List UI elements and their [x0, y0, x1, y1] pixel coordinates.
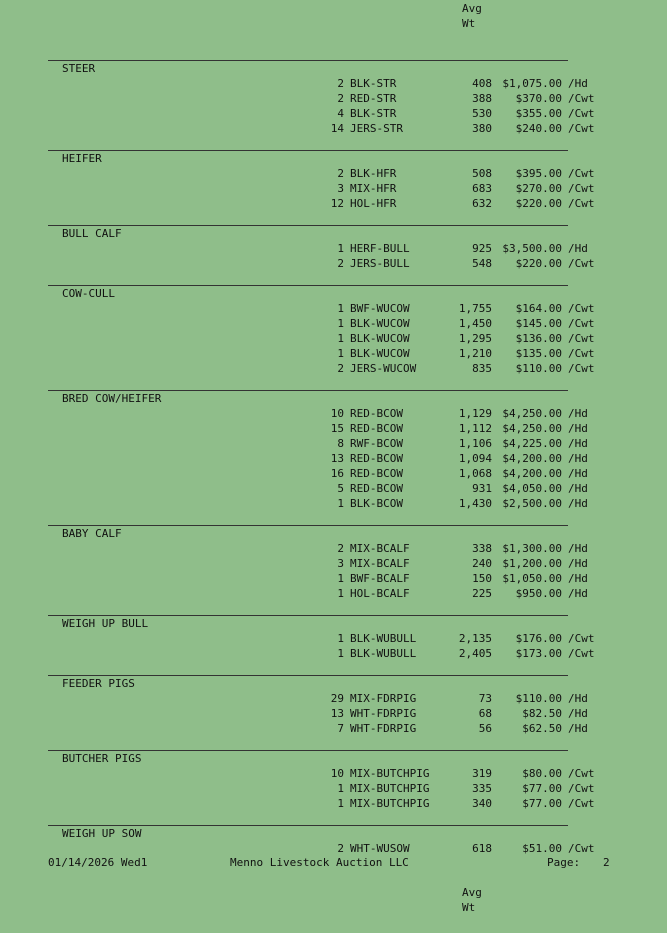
head-count: 29	[330, 692, 344, 705]
table-row	[300, 106, 600, 121]
avg-weight: 1,129	[458, 407, 492, 420]
head-count: 1	[337, 497, 344, 510]
price: $2,500.00	[502, 497, 562, 510]
animal-type: BLK-WUBULL	[350, 632, 417, 645]
price: $110.00	[515, 692, 562, 705]
table-row	[300, 76, 600, 91]
avg-weight: 1,295	[458, 332, 492, 345]
price: $51.00	[522, 842, 562, 855]
avg-weight: 408	[472, 77, 492, 90]
price: $135.00	[515, 347, 562, 360]
price: $370.00	[515, 92, 562, 105]
section-title: HEIFER	[62, 152, 102, 165]
price: $395.00	[515, 167, 562, 180]
avg-weight: 225	[472, 587, 492, 600]
head-count: 1	[337, 332, 344, 345]
price-unit: /Hd	[568, 692, 588, 705]
price: $355.00	[515, 107, 562, 120]
head-count: 16	[330, 467, 344, 480]
price: $4,225.00	[502, 437, 562, 450]
table-row	[300, 781, 600, 796]
price-unit: /Cwt	[568, 122, 595, 135]
head-count: 2	[337, 542, 344, 555]
price-unit: /Cwt	[568, 167, 595, 180]
price-unit: /Hd	[568, 482, 588, 495]
table-row	[300, 571, 600, 586]
price: $240.00	[515, 122, 562, 135]
avg-weight: 1,094	[458, 452, 492, 465]
avg-weight: 73	[478, 692, 492, 705]
table-row	[300, 301, 600, 316]
price-unit: /Hd	[568, 587, 588, 600]
table-row	[300, 406, 600, 421]
avg-weight: 240	[472, 557, 492, 570]
head-count: 1	[337, 587, 344, 600]
table-row	[300, 451, 600, 466]
section-divider	[48, 60, 568, 61]
section-title: STEER	[62, 62, 96, 75]
avg-weight: 68	[478, 707, 492, 720]
section-title: BABY CALF	[62, 527, 122, 540]
avg-weight: 388	[472, 92, 492, 105]
animal-type: HOL-HFR	[350, 197, 397, 210]
animal-type: JERS-STR	[350, 122, 403, 135]
animal-type: BLK-STR	[350, 107, 397, 120]
price: $220.00	[515, 197, 562, 210]
head-count: 2	[337, 362, 344, 375]
animal-type: WHT-FDRPIG	[350, 722, 417, 735]
next-wt-header: Wt	[462, 901, 476, 914]
animal-type: RED-BCOW	[350, 422, 403, 435]
animal-type: WHT-WUSOW	[350, 842, 410, 855]
animal-type: RED-BCOW	[350, 482, 403, 495]
head-count: 1	[337, 347, 344, 360]
table-row	[300, 361, 600, 376]
avg-weight: 380	[472, 122, 492, 135]
table-row	[300, 181, 600, 196]
price: $173.00	[515, 647, 562, 660]
price: $1,050.00	[502, 572, 562, 585]
price: $77.00	[522, 797, 562, 810]
price: $4,200.00	[502, 467, 562, 480]
section-title: BRED COW/HEIFER	[62, 392, 162, 405]
avg-weight: 1,210	[458, 347, 492, 360]
footer-page-label: Page:	[547, 856, 581, 869]
animal-type: BLK-STR	[350, 77, 397, 90]
animal-type: MIX-BUTCHPIG	[350, 782, 430, 795]
head-count: 2	[337, 842, 344, 855]
avg-weight: 1,112	[458, 422, 492, 435]
head-count: 15	[330, 422, 344, 435]
head-count: 1	[337, 797, 344, 810]
price-unit: /Hd	[568, 242, 588, 255]
price-unit: /Hd	[568, 707, 588, 720]
head-count: 13	[330, 707, 344, 720]
price: $1,200.00	[502, 557, 562, 570]
section-divider	[48, 150, 568, 151]
avg-weight: 319	[472, 767, 492, 780]
table-row	[300, 436, 600, 451]
price: $4,200.00	[502, 452, 562, 465]
table-row	[300, 556, 600, 571]
table-row	[300, 496, 600, 511]
section-divider	[48, 525, 568, 526]
price: $77.00	[522, 782, 562, 795]
price-unit: /Hd	[568, 572, 588, 585]
footer-page-number: 2	[603, 856, 610, 869]
avg-weight: 150	[472, 572, 492, 585]
price-unit: /Cwt	[568, 842, 595, 855]
animal-type: BWF-WUCOW	[350, 302, 410, 315]
head-count: 5	[337, 482, 344, 495]
price-unit: /Cwt	[568, 767, 595, 780]
section-title: WEIGH UP SOW	[62, 827, 142, 840]
head-count: 10	[330, 767, 344, 780]
price: $4,250.00	[502, 407, 562, 420]
avg-weight: 683	[472, 182, 492, 195]
section-divider	[48, 225, 568, 226]
animal-type: MIX-BCALF	[350, 542, 410, 555]
avg-weight: 931	[472, 482, 492, 495]
avg-weight: 1,450	[458, 317, 492, 330]
price-unit: /Cwt	[568, 107, 595, 120]
animal-type: BWF-BCALF	[350, 572, 410, 585]
price: $3,500.00	[502, 242, 562, 255]
animal-type: BLK-HFR	[350, 167, 397, 180]
table-row	[300, 541, 600, 556]
head-count: 1	[337, 572, 344, 585]
animal-type: RED-BCOW	[350, 407, 403, 420]
price-unit: /Hd	[568, 722, 588, 735]
table-row	[300, 691, 600, 706]
price-unit: /Hd	[568, 467, 588, 480]
head-count: 3	[337, 182, 344, 195]
animal-type: MIX-BUTCHPIG	[350, 797, 430, 810]
avg-weight: 335	[472, 782, 492, 795]
animal-type: RED-BCOW	[350, 452, 403, 465]
animal-type: BLK-BCOW	[350, 497, 403, 510]
head-count: 1	[337, 632, 344, 645]
section-title: BULL CALF	[62, 227, 122, 240]
price: $1,075.00	[502, 77, 562, 90]
price: $270.00	[515, 182, 562, 195]
price-unit: /Hd	[568, 437, 588, 450]
price-unit: /Hd	[568, 77, 588, 90]
table-row	[300, 481, 600, 496]
head-count: 4	[337, 107, 344, 120]
price-unit: /Cwt	[568, 647, 595, 660]
price-unit: /Cwt	[568, 257, 595, 270]
price: $62.50	[522, 722, 562, 735]
head-count: 10	[330, 407, 344, 420]
table-row	[300, 91, 600, 106]
price: $220.00	[515, 257, 562, 270]
avg-weight: 2,135	[458, 632, 492, 645]
table-row	[300, 196, 600, 211]
animal-type: MIX-BCALF	[350, 557, 410, 570]
head-count: 2	[337, 167, 344, 180]
table-row	[300, 721, 600, 736]
avg-header: Avg	[462, 2, 482, 15]
head-count: 12	[330, 197, 344, 210]
table-row	[300, 166, 600, 181]
price-unit: /Hd	[568, 407, 588, 420]
price: $80.00	[522, 767, 562, 780]
avg-weight: 1,106	[458, 437, 492, 450]
table-row	[300, 646, 600, 661]
price: $164.00	[515, 302, 562, 315]
price-unit: /Hd	[568, 422, 588, 435]
avg-weight: 1,430	[458, 497, 492, 510]
price-unit: /Hd	[568, 452, 588, 465]
next-avg-header: Avg	[462, 886, 482, 899]
head-count: 1	[337, 647, 344, 660]
animal-type: RED-STR	[350, 92, 397, 105]
price-unit: /Cwt	[568, 797, 595, 810]
price: $110.00	[515, 362, 562, 375]
avg-weight: 1,755	[458, 302, 492, 315]
animal-type: RED-BCOW	[350, 467, 403, 480]
price: $176.00	[515, 632, 562, 645]
avg-weight: 338	[472, 542, 492, 555]
price-unit: /Cwt	[568, 332, 595, 345]
animal-type: HOL-BCALF	[350, 587, 410, 600]
animal-type: WHT-FDRPIG	[350, 707, 417, 720]
head-count: 3	[337, 557, 344, 570]
head-count: 1	[337, 782, 344, 795]
table-row	[300, 706, 600, 721]
avg-weight: 56	[478, 722, 492, 735]
head-count: 2	[337, 77, 344, 90]
avg-weight: 632	[472, 197, 492, 210]
table-row	[300, 256, 600, 271]
avg-weight: 618	[472, 842, 492, 855]
head-count: 8	[337, 437, 344, 450]
avg-weight: 548	[472, 257, 492, 270]
table-row	[300, 421, 600, 436]
head-count: 2	[337, 92, 344, 105]
price: $136.00	[515, 332, 562, 345]
animal-type: MIX-HFR	[350, 182, 397, 195]
price: $4,250.00	[502, 422, 562, 435]
price-unit: /Cwt	[568, 347, 595, 360]
avg-weight: 1,068	[458, 467, 492, 480]
animal-type: BLK-WUCOW	[350, 317, 410, 330]
price: $1,300.00	[502, 542, 562, 555]
table-row	[300, 631, 600, 646]
section-title: BUTCHER PIGS	[62, 752, 142, 765]
animal-type: RWF-BCOW	[350, 437, 403, 450]
price-unit: /Cwt	[568, 92, 595, 105]
avg-weight: 925	[472, 242, 492, 255]
avg-weight: 835	[472, 362, 492, 375]
animal-type: BLK-WUCOW	[350, 347, 410, 360]
head-count: 7	[337, 722, 344, 735]
table-row	[300, 346, 600, 361]
price-unit: /Hd	[568, 557, 588, 570]
price-unit: /Cwt	[568, 317, 595, 330]
section-title: COW-CULL	[62, 287, 115, 300]
price: $950.00	[515, 587, 562, 600]
table-row	[300, 316, 600, 331]
price-unit: /Cwt	[568, 182, 595, 195]
table-row	[300, 241, 600, 256]
price: $4,050.00	[502, 482, 562, 495]
price-unit: /Cwt	[568, 362, 595, 375]
wt-header: Wt	[462, 17, 476, 30]
table-row	[300, 796, 600, 811]
table-row	[300, 121, 600, 136]
footer-company: Menno Livestock Auction LLC	[230, 856, 409, 869]
head-count: 14	[330, 122, 344, 135]
table-row	[300, 841, 600, 856]
head-count: 2	[337, 257, 344, 270]
avg-weight: 2,405	[458, 647, 492, 660]
avg-weight: 508	[472, 167, 492, 180]
price-unit: /Hd	[568, 497, 588, 510]
price-unit: /Cwt	[568, 197, 595, 210]
head-count: 1	[337, 242, 344, 255]
animal-type: JERS-WUCOW	[350, 362, 417, 375]
section-title: WEIGH UP BULL	[62, 617, 149, 630]
table-row	[300, 331, 600, 346]
head-count: 13	[330, 452, 344, 465]
price-unit: /Cwt	[568, 782, 595, 795]
avg-weight: 530	[472, 107, 492, 120]
price-unit: /Hd	[568, 542, 588, 555]
animal-type: MIX-FDRPIG	[350, 692, 417, 705]
head-count: 1	[337, 317, 344, 330]
head-count: 1	[337, 302, 344, 315]
footer-date: 01/14/2026 Wed1	[48, 856, 148, 869]
table-row	[300, 466, 600, 481]
animal-type: JERS-BULL	[350, 257, 410, 270]
animal-type: BLK-WUCOW	[350, 332, 410, 345]
table-row	[300, 766, 600, 781]
section-divider	[48, 285, 568, 286]
table-row	[300, 586, 600, 601]
animal-type: BLK-WUBULL	[350, 647, 417, 660]
price-unit: /Cwt	[568, 632, 595, 645]
price-unit: /Cwt	[568, 302, 595, 315]
animal-type: MIX-BUTCHPIG	[350, 767, 430, 780]
price: $82.50	[522, 707, 562, 720]
animal-type: HERF-BULL	[350, 242, 410, 255]
avg-weight: 340	[472, 797, 492, 810]
section-title: FEEDER PIGS	[62, 677, 135, 690]
price: $145.00	[515, 317, 562, 330]
